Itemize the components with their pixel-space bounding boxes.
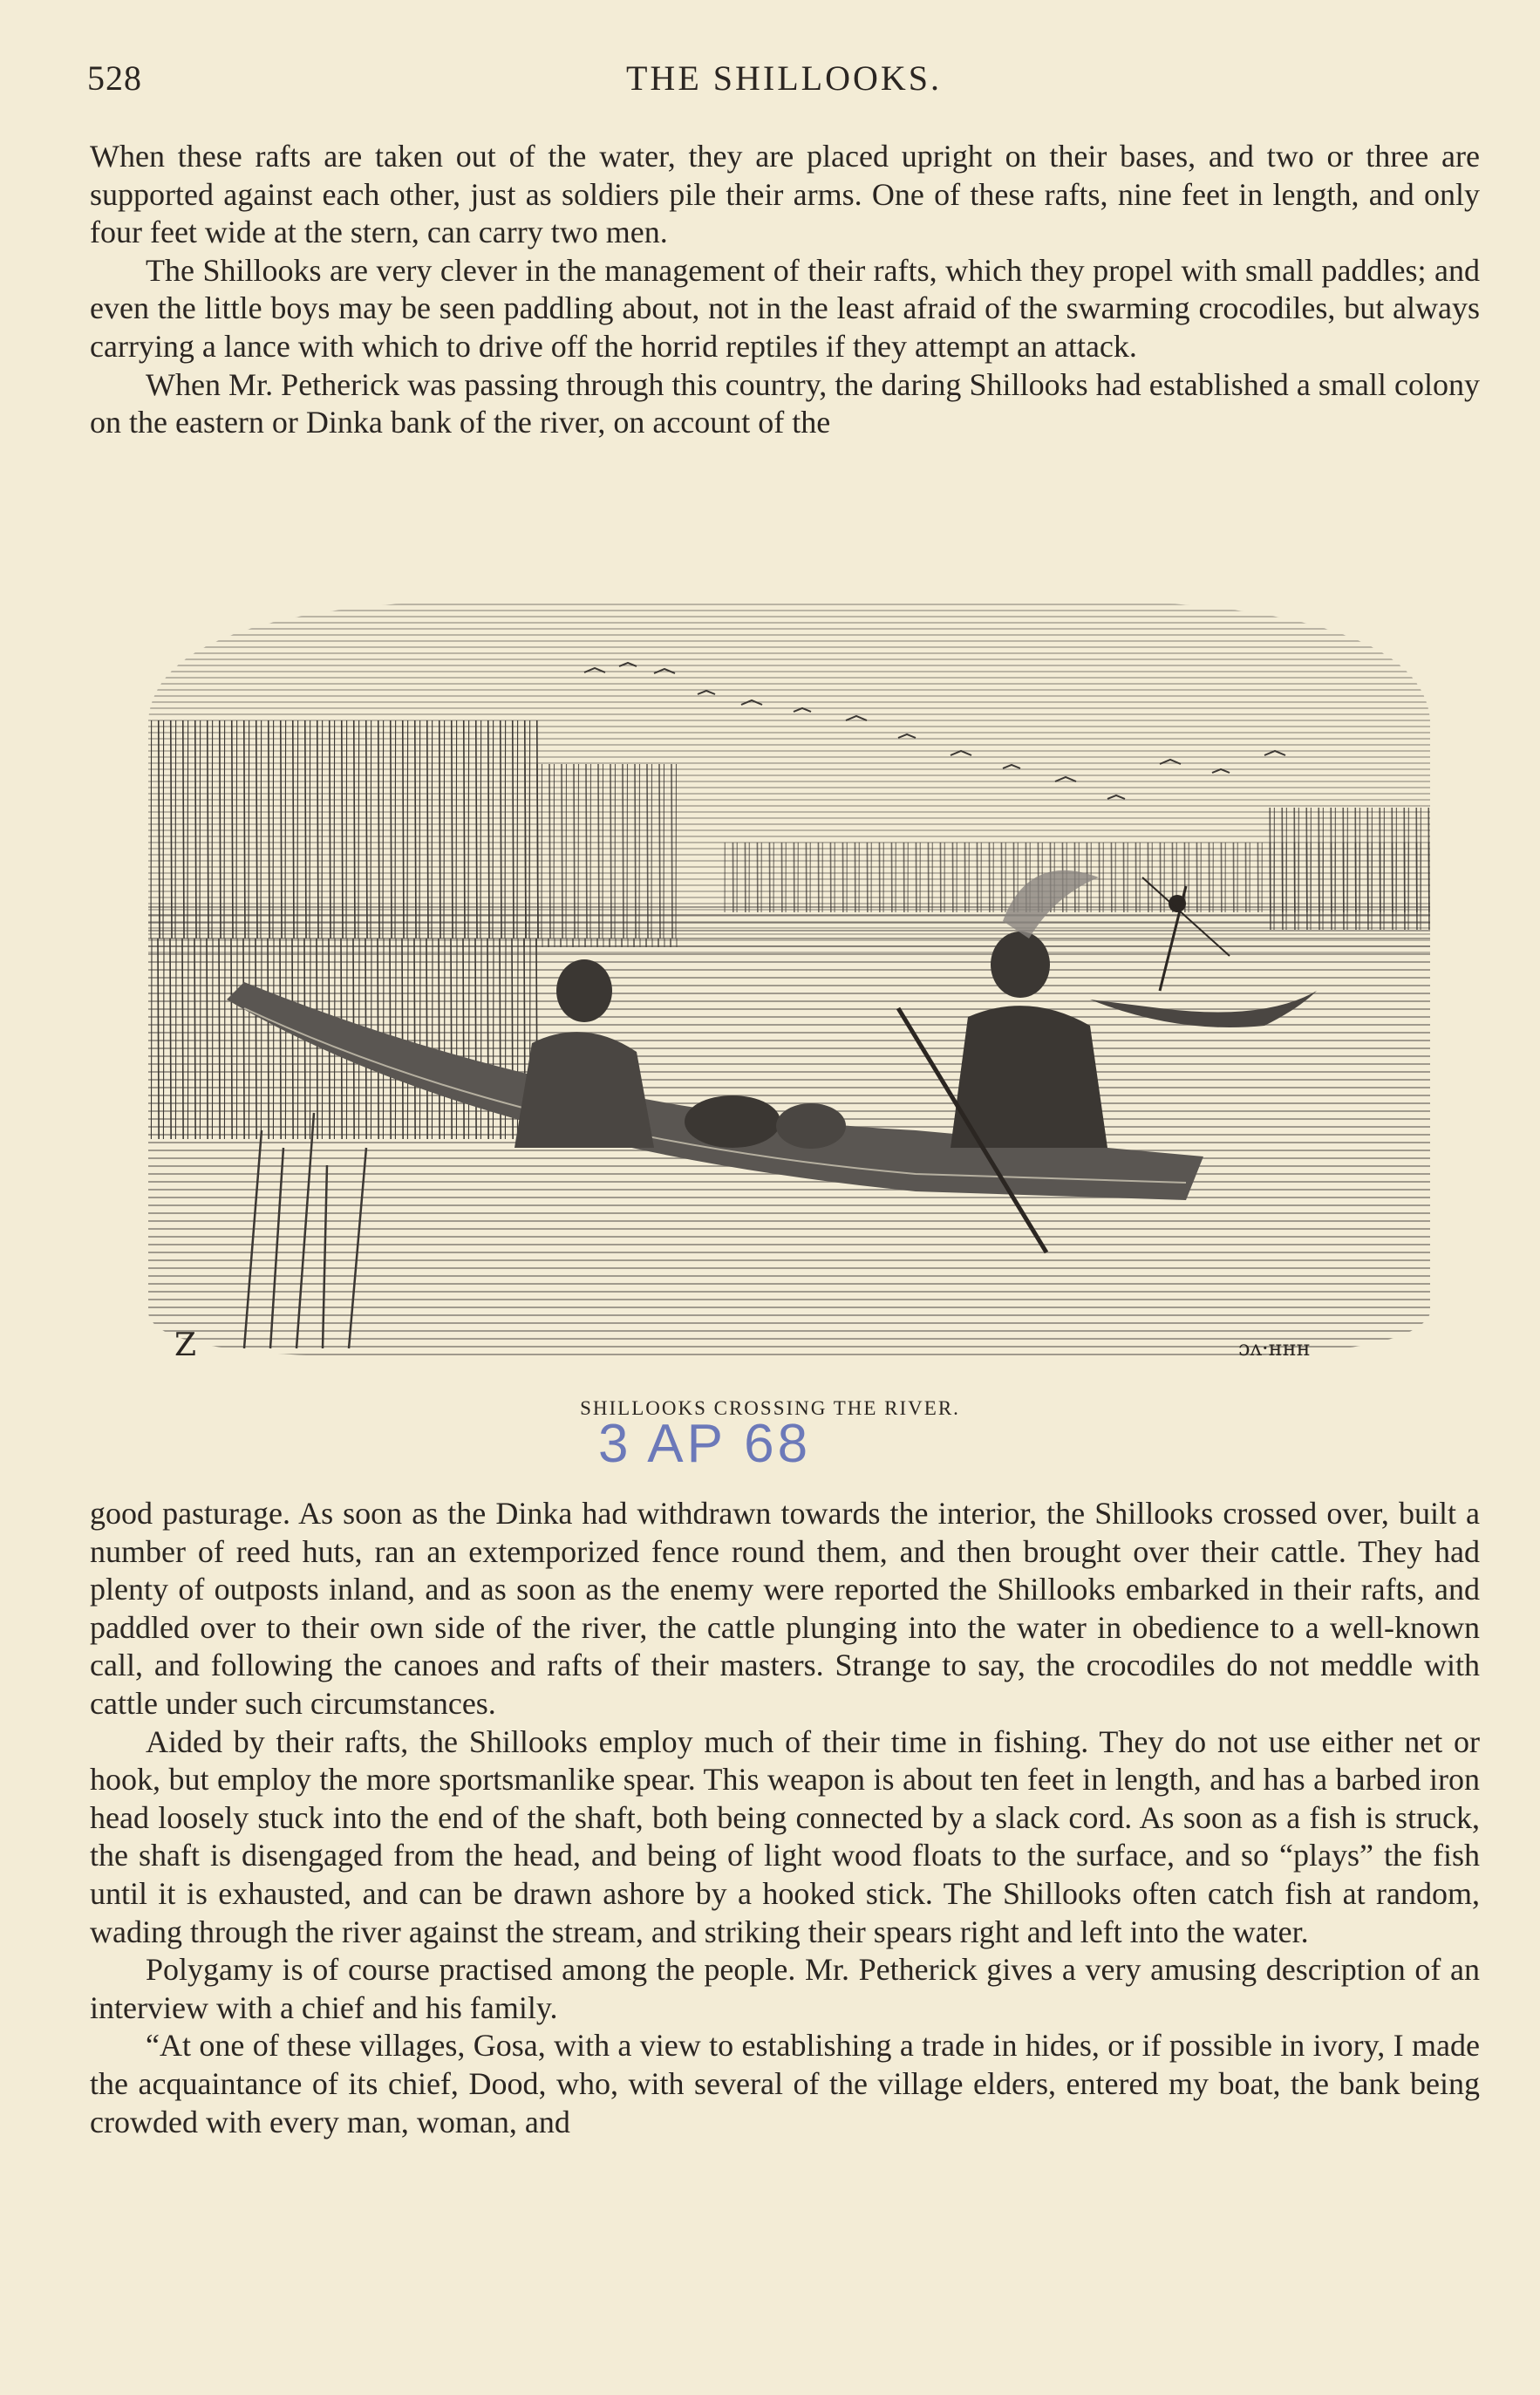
engraver-signature: ɔʌ·ʜʜʜ [1238,1336,1311,1361]
library-date-stamp: 3 AP 68 [598,1414,812,1474]
paragraph: Polygamy is of course practised among the people. Mr. Petherick gives a very amusing description of an interview with a chief and his family. [90,1952,1480,2025]
page-header [87,58,1481,106]
running-head: THE SHILLOOKS. [626,58,942,98]
paragraph: When Mr. Petherick was passing through this country, the daring Shillooks had established a small colony on the eastern or Dinka bank of the river, on account of the [90,366,1480,440]
page-number: 528 [87,58,142,98]
figure-caption: SHILLOOKS CROSSING THE RIVER. [580,1397,960,1419]
paragraph: good pasturage. As soon as the Dinka had withdrawn towards the interior, the Shillooks crossed over, built a number of reed huts, ran an extemporized fence round them, and then brought over their cattle. They had plenty of outposts inland, and as soon as the enemy were reported the Shillooks embarked in their rafts, and paddled over to their own side of the river, the cattle plunging into the water in obedience to a well-known call, and following the canoes and rafts of their masters. Strange to say, the crocodiles do not meddle with cattle under such circumstances. [90,1496,1480,1721]
bottom-text-block [90,1495,1480,2141]
paragraph: The Shillooks are very clever in the management of their rafts, which they propel with small paddles; and even the little boys may be seen paddling about, not in the least afraid of the swarming crocodiles, but always carrying a lance with which to drive off the horrid reptiles if they attempt an attack. [90,252,1480,364]
engraving-scene [131,590,1439,1375]
paragraph: Aided by their rafts, the Shillooks employ much of their time in fishing. They do not use either net or hook, but employ the more sportsmanlike spear. This weapon is about ten feet in length, and has a barbed iron head loosely stuck into the end of the shaft, both being connected by a slack cord. As soon as a fish is struck, the shaft is disengaged from the head, and being of light wood floats to the surface, and so “plays” the fish until it is exhausted, and can be drawn ashore by a hooked stick. The Shillooks often catch fish at random, wading through the river against the stream, and striking their spears right and left into the water. [90,1723,1480,1949]
center-reeds [523,764,680,947]
top-text-block [90,138,1480,442]
right-reeds [1264,808,1430,930]
paragraph: When these rafts are taken out of the water, they are placed upright on their bases, and two or three are supported against each other, just as soldiers pile their arms. One of these rafts, nine feet in length, and only four feet wide at the stern, can carry two men. [90,139,1480,250]
engraver-mark-left: Z [174,1327,197,1363]
paragraph: “At one of these villages, Gosa, with a view to establishing a trade in hides, or if possible in ivory, I made the acquaintance of its chief, Dood, who, with several of the village elders, entered my boat, the bank being crowded with every man, woman, and [90,2028,1480,2139]
engraving-illustration [131,590,1439,1375]
